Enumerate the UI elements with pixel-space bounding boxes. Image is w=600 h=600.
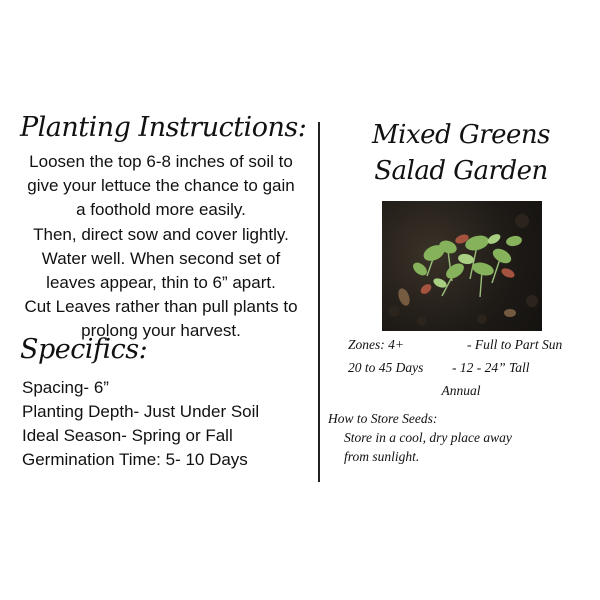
- spec-ideal-season: Ideal Season- Spring or Fall: [22, 426, 233, 445]
- storage-instructions: [328, 409, 512, 466]
- spec-planting-depth: Planting Depth- Just Under Soil: [22, 402, 260, 421]
- lifecycle-label: Annual: [441, 383, 481, 398]
- instruction-line: Then, direct sow and cover lightly.: [33, 224, 289, 244]
- days-to-harvest: 20 to 45 Days: [348, 360, 424, 375]
- storage-heading: How to Store Seeds:: [328, 411, 438, 426]
- planting-instructions-text: [0, 150, 322, 344]
- instruction-line: give your lettuce the chance to gain: [27, 176, 295, 196]
- zones-label: Zones: 4+: [348, 337, 404, 352]
- specifics-list: [22, 376, 259, 472]
- plant-height: - 12 - 24” Tall: [452, 360, 530, 375]
- planting-instructions-heading: Planting Instructions:: [20, 112, 307, 143]
- product-title-line1: Mixed Greens: [372, 120, 550, 150]
- seedling-photo: [382, 201, 542, 331]
- instruction-line: a foothold more easily.: [76, 200, 246, 220]
- storage-line: from sunlight.: [344, 449, 420, 464]
- specifics-heading: Specifics:: [20, 334, 148, 365]
- sun-requirement: - Full to Part Sun: [467, 337, 563, 352]
- spec-spacing: Spacing- 6”: [22, 378, 109, 397]
- spec-germination-time: Germination Time: 5- 10 Days: [22, 450, 248, 469]
- column-divider: [318, 122, 320, 482]
- storage-line: Store in a cool, dry place away: [344, 430, 512, 445]
- instruction-line: Cut Leaves rather than pull plants to: [24, 297, 298, 317]
- instruction-line: Loosen the top 6-8 inches of soil to: [29, 152, 293, 171]
- product-title-line2: Salad Garden: [374, 156, 548, 186]
- instruction-line: Water well. When second set of: [41, 248, 281, 268]
- instruction-line: leaves appear, thin to 6” apart.: [46, 273, 276, 293]
- instruction-line: prolong your harvest.: [81, 321, 241, 341]
- seedling-illustration: [382, 201, 542, 331]
